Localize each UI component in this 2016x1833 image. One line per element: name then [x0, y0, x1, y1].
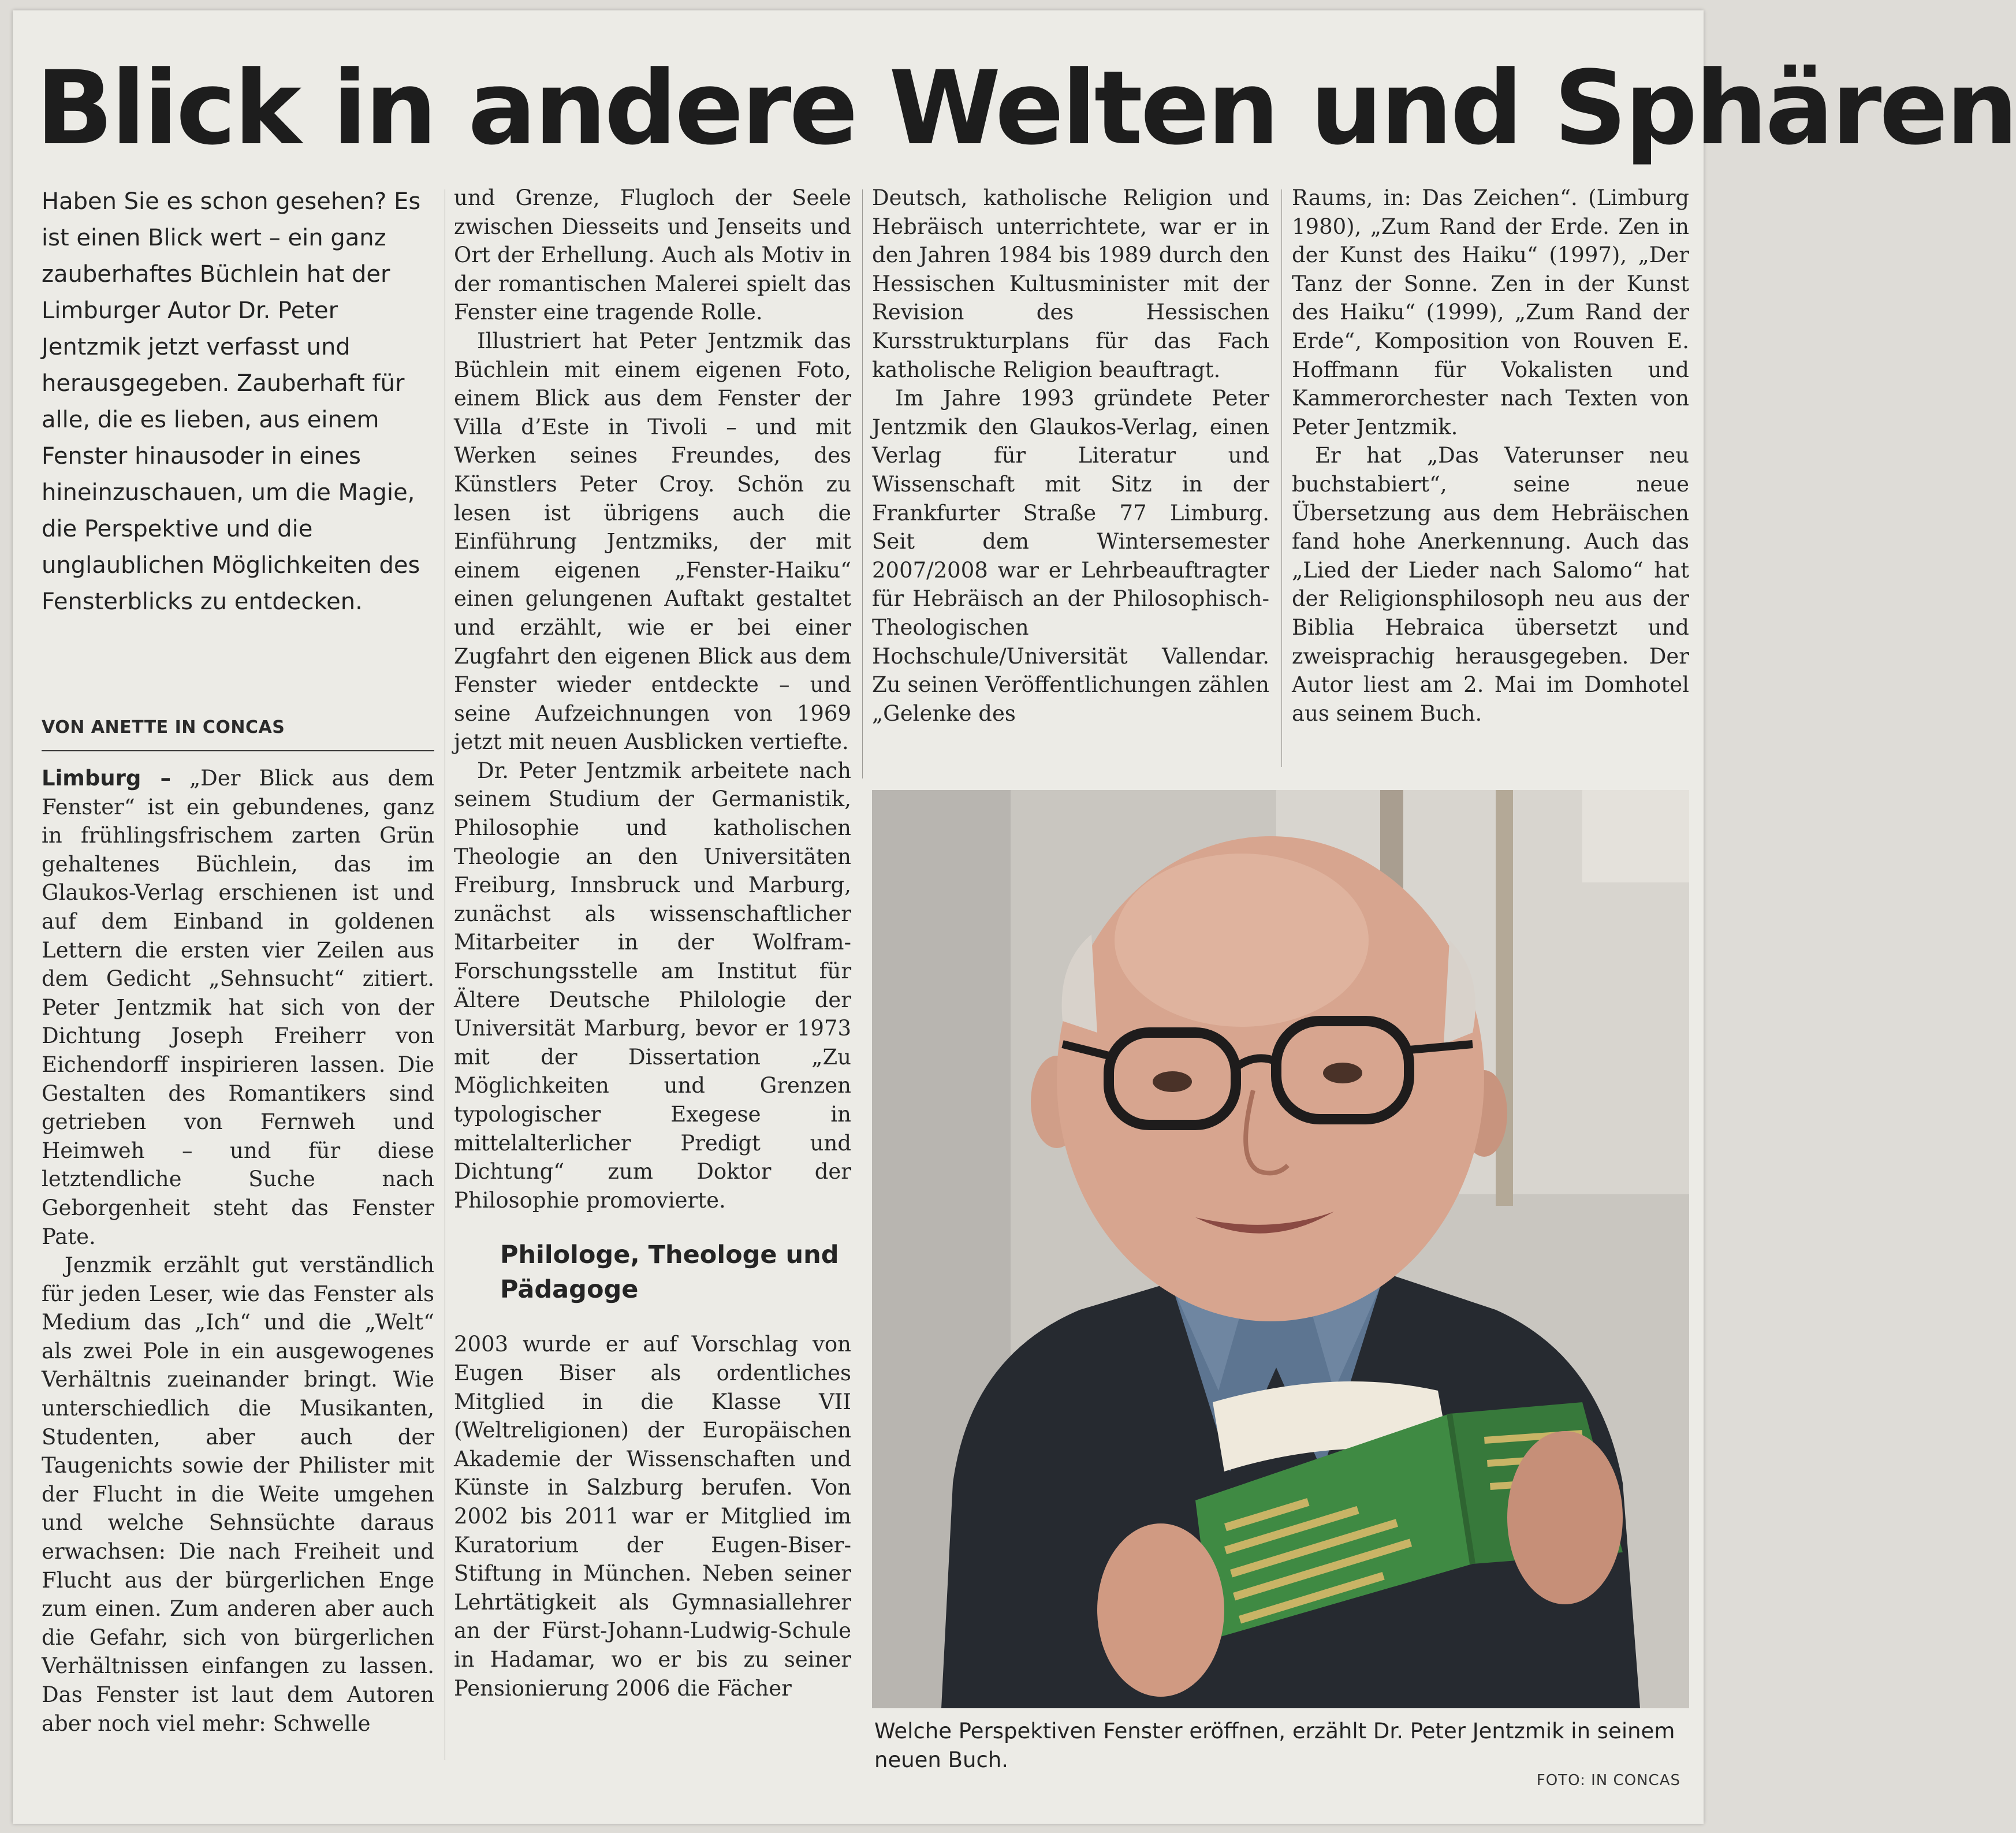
newspaper-clipping: [13, 10, 2016, 1824]
body-paragraph: Er hat „Das Vaterunser neu buchstabiert“, seine neue Übersetzung aus dem Hebräischen fand hohe Anerkennung. Auch das „Lied der Lieder nach Salomo“ hat der Religionsphilosoph neu aus der Biblia Hebraica übersetzt und zweisprachig herausgegeben. Der Autor liest am 2. Mai im Domhotel aus seinem Buch.: [1292, 443, 1689, 726]
body-paragraph: und Grenze, Flugloch der Seele zwischen Diesseits und Jenseits und Ort der Erhellung. Auch als Motiv in der romantischen Malerei spielt das Fenster eine tragende Rolle.: [454, 185, 851, 325]
article-column-4: [1292, 184, 1689, 761]
lede: [42, 184, 434, 703]
body-paragraph: Deutsch, katholische Religion und Hebräisch unterrichtete, war er in den Jahren 1984 bis 1989 durch den Hessischen Kultusminister mit der Revision des Hessischen Kursstrukturplans für das Fach katholische Religion beauftragt.: [872, 185, 1269, 382]
body-paragraph: Im Jahre 1993 gründete Peter Jentzmik den Glaukos-Verlag, einen Verlag für Literatur und Wissenschaft mit Sitz in der Frankfurter Straße 77 Limburg. Seit dem Wintersemester 2007/2008 war er Lehrbeauftragter für Hebräisch an der Philosophisch-Theologischen Hochschule/Universität Vallendar. Zu seinen Veröffentlichungen zählen „Gelenke des: [872, 386, 1269, 726]
photo-credit: FOTO: IN CONCAS: [1536, 1772, 1680, 1789]
subheading: Philologe, Theologe und Pädagoge: [500, 1240, 839, 1305]
column-rule: [862, 189, 863, 778]
body-paragraph: Dr. Peter Jentzmik arbeitete nach seinem Studium der Germanistik, Philosophie und katholischen Theologie an den Universitäten Freiburg, Innsbruck und Marburg, zunächst als wissenschaftlicher Mitarbeiter in der Wolfram-Forschungsstelle am Institut für Ältere Deutsche Philologie der Universität Marburg, bevor er 1973 mit der Dissertation „Zu Möglichkeiten und Grenzen typologischer Exegese in mittelalterlicher Predigt und Dichtung“ zum Doktor der Philosophie promovierte.: [454, 758, 851, 1213]
body-paragraph: Jenzmik erzählt gut verständlich für jeden Leser, wie das Fenster als Medium das „Ich“ und die „Welt“ als zwei Pole in ein ausgewogenes Verhältnis zueinander bringt. Wie unterschiedlich die Musikanten, Studenten, aber auch der Taugenichts sowie der Philister mit der Flucht in die Weite umgehen und welche Sehnsüchte daraus erwachsen: Die nach Freiheit und Flucht aus der bürgerlichen Enge zum einen. Zum anderen aber auch die Gefahr, sich von bürgerlichen Verhältnissen einfangen zu lassen. Das Fenster ist laut dem Autoren aber noch viel mehr: Schwelle: [42, 1253, 434, 1736]
body-paragraph: Illustriert hat Peter Jentzmik das Büchlein mit einem eigenen Foto, einem Blick aus dem Fenster der Villa d’Este in Tivoli – und mit Werken seines Freundes, des Künstlers Peter Croy. Schön zu lesen ist übrigens auch die Einführung Jentzmiks, der mit einem eigenen „Fenster-Haiku“ einen gelungenen Auftakt gestaltet und erzählt, wie er bei einer Zugfahrt den eigenen Blick aus dem Fenster wieder entdeckte – und seine Aufzeichnungen von 1969 jetzt mit neuen Ausblicken vertiefte.: [454, 328, 851, 755]
column-rule: [1281, 189, 1282, 767]
lede-paragraph: Haben Sie es schon gesehen? Es ist einen Blick wert – ein ganz zauberhaftes Büchlein hat der Limburger Autor Dr. Peter Jentzmik jetzt verfasst und herausgegeben. Zauberhaft für alle, die es lieben, aus einem Fenster hinausoder in eines hineinzuschauen, um die Magie, die Perspektive und die unglaublichen Möglichkeiten des Fensterblicks zu entdecken.: [42, 188, 421, 615]
author-photo: [872, 790, 1689, 1708]
headline: Blick in andere Welten und Sphären: [36, 49, 2016, 167]
article-column-3: [872, 184, 1269, 773]
body-paragraph: 2003 wurde er auf Vorschlag von Eugen Biser als ordentliches Mitglied in die Klasse VII (Weltreligionen) der Europäischen Akademie der Wissenschaften und Künste in Salzburg berufen. Von 2002 bis 2011 war er Mitglied im Kuratorium der Eugen-Biser-Stiftung in München. Neben seiner Lehrtätigkeit als Gymnasiallehrer an der Fürst-Johann-Ludwig-Schule in Hadamar, wo er bis zu seiner Pensionierung 2006 die Fächer: [454, 1332, 851, 1701]
byline: VON ANETTE IN CONCAS: [42, 717, 434, 751]
portrait-illustration: [872, 790, 1689, 1708]
body-paragraph: Limburg – „Der Blick aus dem Fenster“ ist ein gebundenes, ganz in frühlingsfrischem zarten Grün gehaltenes Büchlein, das im Glaukos-Verlag erschienen ist und auf dem Einband in goldenen Lettern die ersten vier Zeilen aus dem Gedicht „Sehnsucht“ zitiert. Peter Jentzmik hat sich von der Dichtung Joseph Freiherr von Eichendorff inspirieren lassen. Die Gestalten des Romantikers sind getrieben von Fernweh und Heimweh – und für diese letztendliche Suche nach Geborgenheit steht das Fenster Pate.: [42, 766, 434, 1249]
photo-caption: Welche Perspektiven Fenster eröffnen, erzählt Dr. Peter Jentzmik in seinem neuen Buch.: [874, 1719, 1675, 1772]
article-column-1: [42, 764, 434, 1760]
dateline: Limburg –: [42, 766, 171, 791]
body-paragraph: Raums, in: Das Zeichen“. (Limburg 1980), „Zum Rand der Erde. Zen in der Kunst des Haiku“ (1997), „Der Tanz der Sonne. Zen in der Kunst des Haiku“ (1999), „Zum Rand der Erde“, Komposition von Rouven E. Hoffmann für Vokalisten und Kammerorchester nach Texten von Peter Jentzmik.: [1292, 185, 1689, 439]
article-column-2: [454, 184, 851, 1766]
